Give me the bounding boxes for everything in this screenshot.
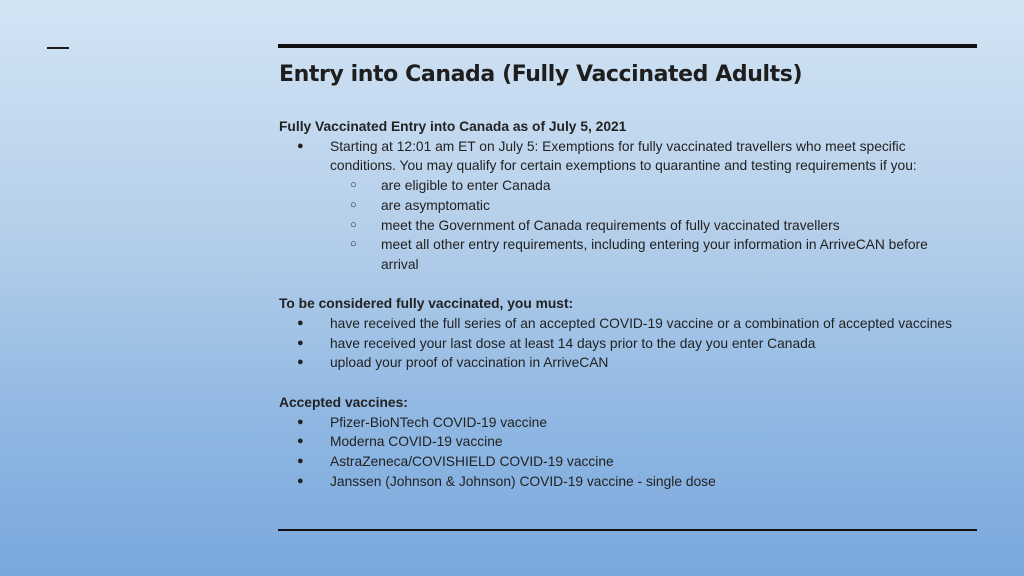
sub-list-item-text: meet the Government of Canada requirements of fully vaccinated travellers [381,217,840,233]
bullet-icon: ● [297,474,304,487]
sub-list-item-text: are asymptomatic [381,197,490,213]
bullet-icon: ● [297,415,304,428]
list-item-text: have received your last dose at least 14 days prior to the day you enter Canada [330,335,816,351]
list-item-text: upload your proof of vaccination in ArriveCAN [330,355,609,371]
list-item [279,314,969,334]
bullet-icon: ● [297,454,304,467]
bullet-icon: ● [297,317,304,330]
requirements-list [279,314,969,373]
list-item [279,452,969,472]
hollow-bullet-icon: ○ [350,179,357,192]
sub-list-item [330,216,969,236]
bottom-divider [278,529,977,531]
sub-list-item [330,176,969,196]
list-item [279,334,969,354]
sub-list-item-text: meet all other entry requirements, including entering your information in ArriveCAN before arrival [381,237,928,272]
list-item-text: Pfizer-BioNTech COVID-19 vaccine [330,414,547,430]
slide-title: Entry into Canada (Fully Vaccinated Adults) [279,62,803,87]
hollow-bullet-icon: ○ [350,218,357,231]
list-item-text: Starting at 12:01 am ET on July 5: Exemptions for fully vaccinated travellers who meet specific conditions. You may qualify for certain exemptions to quarantine and testing requirements if you: [330,138,917,174]
section-heading-entry: Fully Vaccinated Entry into Canada as of July 5, 2021 [279,119,627,134]
entry-bullet-list [279,137,969,275]
corner-dash-decoration [47,47,69,49]
spacer [279,373,969,393]
section-heading-requirements: To be considered fully vaccinated, you must: [279,296,574,312]
list-item-text: AstraZeneca/COVISHIELD COVID-19 vaccine [330,453,614,469]
accepted-vaccines-list [279,413,969,492]
section-heading-vaccines: Accepted vaccines: [279,394,408,410]
sub-list-item [330,196,969,216]
hollow-bullet-icon: ○ [350,238,357,251]
list-item [279,413,969,433]
sub-list-item-text: are eligible to enter Canada [381,178,551,194]
list-item-text: have received the full series of an accepted COVID-19 vaccine or a combination of accepted vaccines [330,316,952,332]
slide-body [279,117,969,491]
bullet-icon: ● [297,435,304,448]
spacer [279,275,969,295]
list-item-text: Moderna COVID-19 vaccine [330,434,503,450]
exemption-sub-list [330,176,969,275]
top-divider [278,44,977,48]
list-item [279,353,969,373]
bullet-icon: ● [297,336,304,349]
hollow-bullet-icon: ○ [350,198,357,211]
list-item [279,472,969,492]
list-item [279,137,969,275]
bullet-icon: ● [297,356,304,369]
list-item [279,432,969,452]
list-item-text: Janssen (Johnson & Johnson) COVID-19 vaccine - single dose [330,473,716,489]
sub-list-item [330,235,969,274]
bullet-icon: ● [297,139,304,152]
